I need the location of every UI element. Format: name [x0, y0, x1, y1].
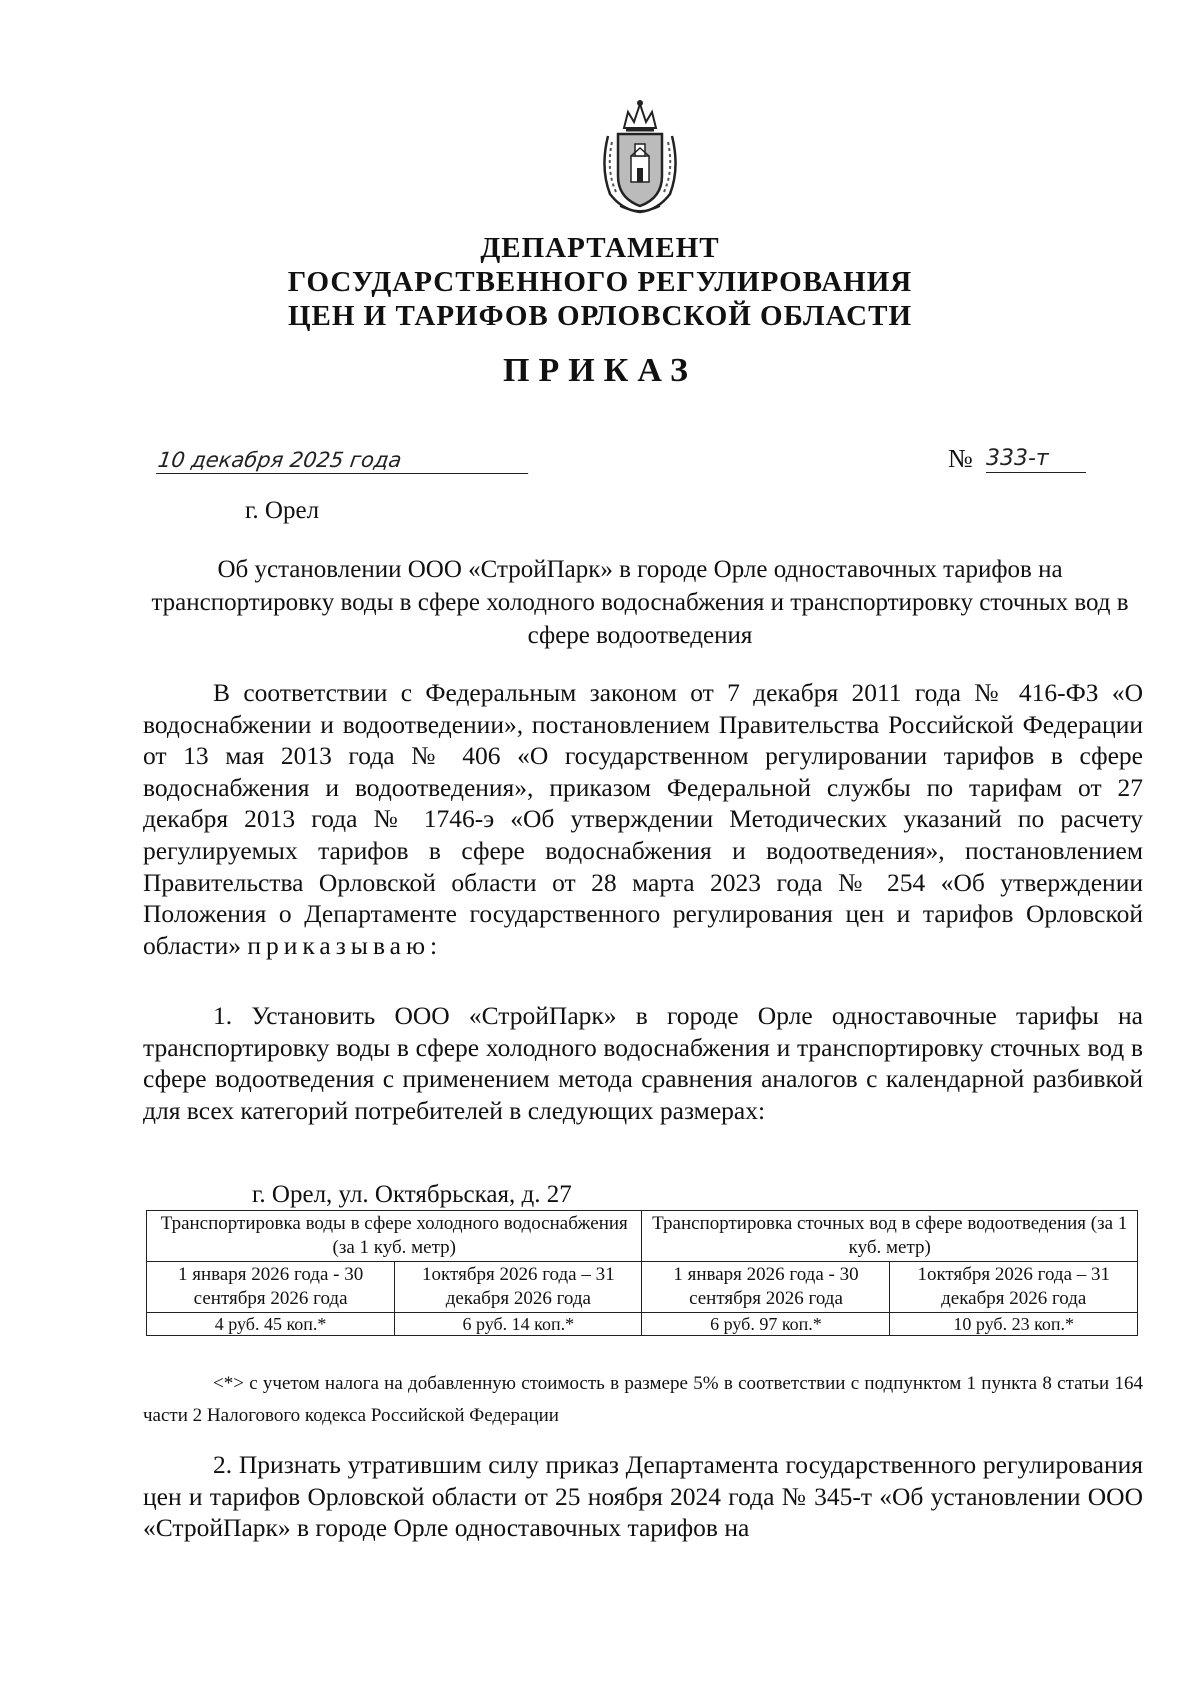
item-2-text: 2. Признать утратившим силу приказ Департамента государственного регулирования цен и тарифов Орловской области от 25 ноября 2024 года № 345-т «Об установлении ООО «СтройПарк» в городе Орле одноставочных тарифов на: [143, 1450, 1143, 1543]
preamble: [143, 677, 1143, 961]
department-name-line1: ДЕПАРТАМЕНТ: [480, 232, 720, 264]
coat-of-arms-icon: [598, 98, 682, 216]
price-cell: 6 руб. 14 коп.*: [395, 1313, 642, 1336]
table-header-row: [147, 1211, 1138, 1262]
item-2: [143, 1449, 1143, 1544]
price-cell: 6 руб. 97 коп.*: [642, 1313, 890, 1336]
period-cell: 1октября 2026 года – 31 декабря 2026 года: [395, 1262, 642, 1313]
tariff-table: [146, 1210, 1138, 1336]
price-cell: 10 руб. 23 коп.*: [890, 1313, 1138, 1336]
preamble-text: В соответствии с Федеральным законом от 7 декабря 2011 года № 416-ФЗ «О водоснабжении и водоотведении», постановлением Правительства Российской Федерации от 13 мая 2013 года № 406 «О государственном регулировании тарифов в сфере водоснабжения и водоотведения», приказом Федеральной службы по тарифам от 27 декабря 2013 года № 1746-э «Об утверждении Методических указаний по расчету регулируемых тарифов в сфере водоснабжения и водоотведения», постановлением Правительства Орловской области от 28 марта 2023 года № 254 «Об утверждении Положения о Департаменте государственного регулирования цен и тарифов Орловской области»: [143, 678, 1143, 960]
footnote-text: <*> с учетом налога на добавленную стоимость в размере 5% в соответствии с подпунктом 1 пункта 8 статьи 164 части 2 Налогового кодекса Российской Федерации: [143, 1373, 1143, 1426]
water-supply-header: Транспортировка воды в сфере холодного водоснабжения (за 1 куб. метр): [147, 1211, 642, 1262]
department-name-line2: ГОСУДАРСТВЕННОГО РЕГУЛИРОВАНИЯ: [287, 266, 913, 298]
order-verb: приказываю:: [247, 930, 443, 960]
order-date: 10 декабря 2025 года: [156, 447, 532, 474]
document-type-title: ПРИКАЗ: [503, 352, 697, 389]
table-price-row: [147, 1313, 1138, 1336]
department-name-line3: ЦЕН И ТАРИФОВ ОРЛОВСКОЙ ОБЛАСТИ: [287, 300, 913, 332]
number-sign: №: [948, 444, 973, 473]
period-cell: 1 января 2026 года - 30 сентября 2026 года: [642, 1262, 890, 1313]
table-period-row: [147, 1262, 1138, 1313]
order-subject: Об установлении ООО «СтройПарк» в городе Орле одноставочных тарифов на транспортировку воды в сфере холодного водоснабжения и транспортировку сточных вод в сфере водоотведения: [151, 556, 1129, 649]
footnote: [143, 1368, 1143, 1432]
period-cell: 1октября 2026 года – 31 декабря 2026 года: [890, 1262, 1138, 1313]
price-cell: 4 руб. 45 коп.*: [147, 1313, 395, 1336]
wastewater-header: Транспортировка сточных вод в сфере водоотведения (за 1 куб. метр): [642, 1211, 1138, 1262]
item-1: [143, 1000, 1143, 1126]
order-number-value: 333-т: [986, 446, 1086, 473]
city: г. Орел: [245, 497, 320, 524]
order-number: [948, 444, 1088, 474]
item-1-text: 1. Установить ООО «СтройПарк» в городе Орле одноставочные тарифы на транспортировку воды в сфере холодного водоснабжения и транспортировку сточных вод в сфере водоотведения с применением метода сравнения аналогов с календарной разбивкой для всех категорий потребителей в следующих размерах:: [143, 1001, 1143, 1125]
table-address: г. Орел, ул. Октябрьская, д. 27: [252, 1181, 572, 1208]
period-cell: 1 января 2026 года - 30 сентября 2026 года: [147, 1262, 395, 1313]
